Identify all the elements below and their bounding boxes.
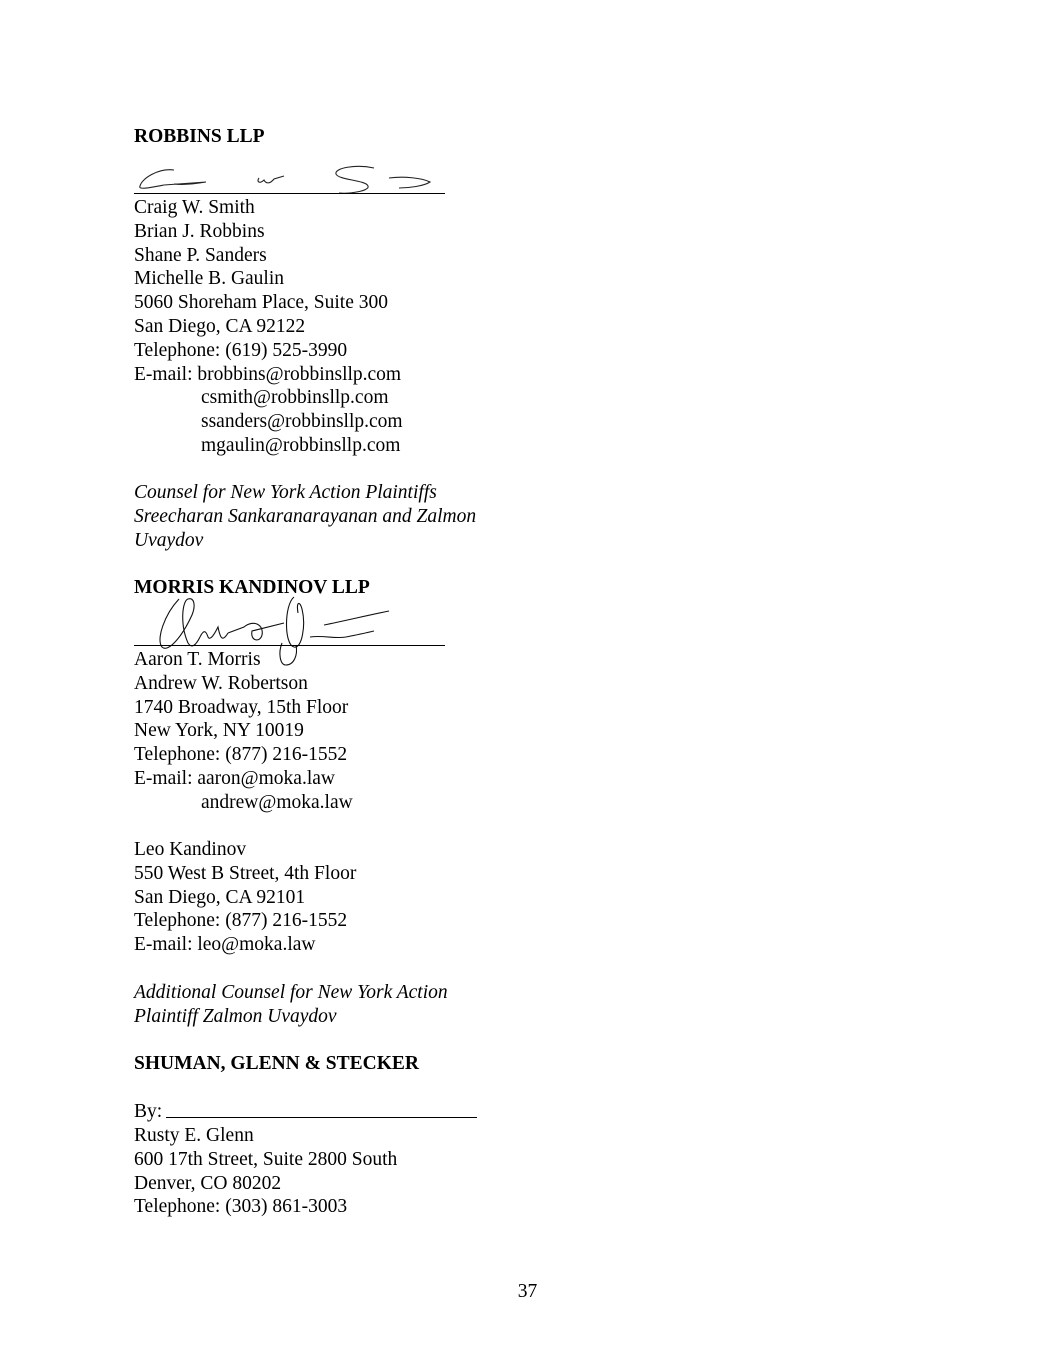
- morris-email: andrew@moka.law: [201, 791, 353, 813]
- shuman-firm-block: [134, 1052, 419, 1076]
- role-line: Plaintiff Zalmon Uvaydov: [134, 1005, 337, 1027]
- robbins-line: Michelle B. Gaulin: [134, 268, 285, 290]
- role-line: Counsel for New York Action Plaintiffs: [134, 482, 437, 503]
- morris-line: Telephone: (877) 216-1552: [134, 744, 348, 766]
- robbins-signature: [134, 160, 454, 200]
- robbins-signature-line: [134, 193, 445, 194]
- shuman-line: Telephone: (303) 861-3003: [134, 1196, 348, 1218]
- morris-signature-line: [134, 645, 445, 646]
- robbins-contact-block: [134, 196, 403, 458]
- morris-line: E-mail: aaron@moka.law: [134, 767, 335, 789]
- robbins-line: San Diego, CA 92122: [134, 315, 306, 337]
- leo-line: San Diego, CA 92101: [134, 886, 306, 908]
- robbins-email: ssanders@robbinsllp.com: [201, 411, 403, 433]
- morris-line: Andrew W. Robertson: [134, 672, 308, 694]
- robbins-line: Craig W. Smith: [134, 197, 255, 218]
- leo-line: E-mail: leo@moka.law: [134, 934, 316, 956]
- shuman-line: 600 17th Street, Suite 2800 South: [134, 1148, 398, 1170]
- robbins-email: csmith@robbinsllp.com: [201, 387, 389, 409]
- shuman-contact-block: [134, 1124, 397, 1219]
- morris-role-block: [134, 981, 448, 1029]
- firm-name: ROBBINS LLP: [134, 126, 265, 147]
- robbins-line: 5060 Shoreham Place, Suite 300: [134, 292, 389, 314]
- shuman-by-line: [134, 1100, 477, 1124]
- robbins-line: Telephone: (619) 525-3990: [134, 339, 348, 361]
- leo-line: 550 West B Street, 4th Floor: [134, 862, 357, 884]
- morris-line: Aaron T. Morris: [134, 649, 261, 670]
- role-line: Additional Counsel for New York Action: [134, 982, 448, 1003]
- morris-line: New York, NY 10019: [134, 720, 304, 742]
- leo-contact-block: [134, 838, 356, 957]
- leo-line: Telephone: (877) 216-1552: [134, 910, 348, 932]
- robbins-role-block: [134, 481, 476, 552]
- firm-name: MORRIS KANDINOV LLP: [134, 577, 370, 598]
- leo-line: Leo Kandinov: [134, 839, 247, 860]
- shuman-line: Rusty E. Glenn: [134, 1125, 254, 1146]
- role-line: Sreecharan Sankaranarayanan and Zalmon: [134, 505, 477, 527]
- by-label: By:: [134, 1101, 163, 1122]
- firm-name: SHUMAN, GLENN & STECKER: [134, 1053, 419, 1074]
- robbins-email: mgaulin@robbinsllp.com: [201, 434, 401, 456]
- robbins-line: E-mail: brobbins@robbinsllp.com: [134, 363, 402, 385]
- shuman-line: Denver, CO 80202: [134, 1172, 282, 1194]
- page-number: 37: [517, 1281, 538, 1302]
- robbins-firm-block: [134, 125, 265, 149]
- morris-contact-block: [134, 648, 353, 815]
- morris-line: 1740 Broadway, 15th Floor: [134, 696, 349, 718]
- robbins-line: Brian J. Robbins: [134, 220, 265, 242]
- role-line: Uvaydov: [134, 529, 204, 551]
- shuman-signature-line: [166, 1100, 477, 1118]
- robbins-line: Shane P. Sanders: [134, 244, 267, 266]
